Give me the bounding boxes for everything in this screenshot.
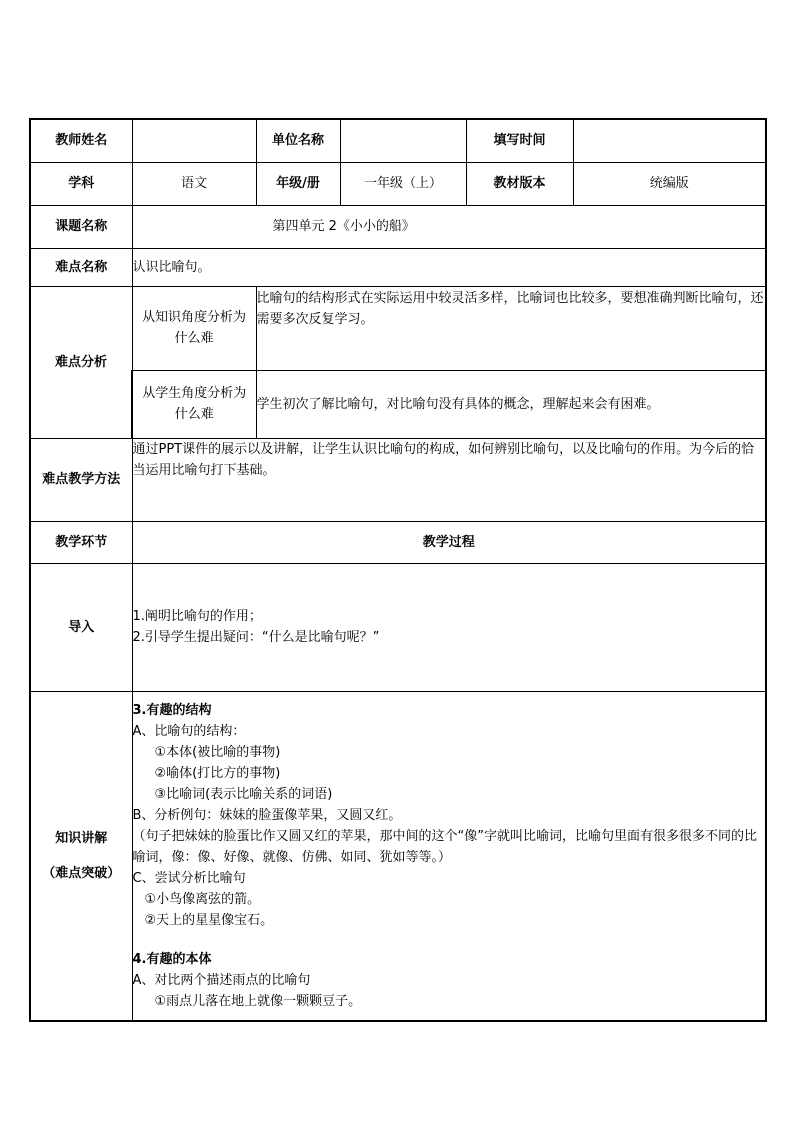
analysis-label: 难点分析 <box>30 286 132 438</box>
a-item-1: ①本体(被比喻的事物) <box>154 744 281 760</box>
difficulty-label: 难点名称 <box>30 248 132 286</box>
knowledge-content <box>132 691 766 1021</box>
heading-subject: 4.有趣的本体 <box>132 951 212 967</box>
b-note: （句子把妹妹的脸蛋比作又圆又红的苹果，那中间的这个“像”字就叫比喻词，比喻句里面有很多很多不同的比喻词，像：像、好像、就像、仿佛、如同、犹如等等。） <box>132 828 757 865</box>
grade-label: 年级/册 <box>256 162 340 205</box>
topic-label: 课题名称 <box>30 205 132 248</box>
a-item-3: ③比喻词(表示比喻关系的词语) <box>154 786 333 802</box>
c-item-2: ②天上的星星像宝石。 <box>144 912 274 928</box>
intro-line-2: 2.引导学生提出疑问：“什么是比喻句呢？” <box>132 630 380 645</box>
row-method <box>30 438 766 521</box>
teacher-value <box>132 119 256 162</box>
stage-label: 教学环节 <box>30 521 132 563</box>
intro-line-1: 1.阐明比喻句的作用； <box>132 609 262 624</box>
unit-value <box>340 119 466 162</box>
knowledge-label-cell <box>30 691 132 1021</box>
process-label: 教学过程 <box>132 521 766 563</box>
row-process-header <box>30 521 766 563</box>
method-text: 通过PPT课件的展示以及讲解，让学生认识比喻句的构成，如何辨别比喻句，以及比喻句的作用。为今后的恰当运用比喻句打下基础。 <box>132 438 766 521</box>
method-label: 难点教学方法 <box>30 438 132 521</box>
row-topic <box>30 205 766 248</box>
lesson-plan-table <box>29 118 767 1022</box>
subject-value: 语文 <box>132 162 256 205</box>
subject-label: 学科 <box>30 162 132 205</box>
edition-value: 统编版 <box>573 162 766 205</box>
b-line: B、分析例句：妹妹的脸蛋像苹果，又圆又红。 <box>132 807 402 823</box>
c-line: C、尝试分析比喻句 <box>132 870 246 886</box>
a-line: A、比喻句的结构： <box>132 723 246 739</box>
intro-label: 导入 <box>30 563 132 691</box>
row-knowledge <box>30 691 766 1021</box>
date-label: 填写时间 <box>466 119 573 162</box>
heading-structure: 3.有趣的结构 <box>132 702 212 718</box>
grade-value: 一年级（上） <box>340 162 466 205</box>
d-item-1: ①雨点儿落在地上就像一颗颗豆子。 <box>154 993 362 1009</box>
topic-value: 第四单元 2《小小的船》 <box>132 205 766 248</box>
row-analysis-student <box>30 370 766 438</box>
row-difficulty <box>30 248 766 286</box>
analysis-knowledge-text: 比喻句的结构形式在实际运用中较灵活多样，比喻词也比较多，要想准确判断比喻句，还需要多次反复学习。 <box>256 286 766 370</box>
spacer <box>133 931 766 949</box>
knowledge-sublabel: （难点突破） <box>42 865 121 881</box>
row-intro <box>30 563 766 691</box>
row-analysis-knowledge <box>30 286 766 370</box>
knowledge-label: 知识讲解 <box>55 830 108 846</box>
analysis-knowledge-label: 从知识角度分析为什么难 <box>132 286 256 370</box>
d-line: A、对比两个描述雨点的比喻句 <box>132 972 311 988</box>
c-item-1: ①小鸟像离弦的箭。 <box>144 891 261 907</box>
a-item-2: ②喻体(打比方的事物) <box>154 765 281 781</box>
row-teacher <box>30 119 766 162</box>
date-value <box>573 119 766 162</box>
analysis-student-text: 学生初次了解比喻句，对比喻句没有具体的概念，理解起来会有困难。 <box>256 370 766 438</box>
intro-content <box>132 563 766 691</box>
difficulty-value: 认识比喻句。 <box>132 248 766 286</box>
row-subject <box>30 162 766 205</box>
analysis-student-label: 从学生角度分析为什么难 <box>132 370 256 438</box>
teacher-label: 教师姓名 <box>30 119 132 162</box>
edition-label: 教材版本 <box>466 162 573 205</box>
unit-label: 单位名称 <box>256 119 340 162</box>
